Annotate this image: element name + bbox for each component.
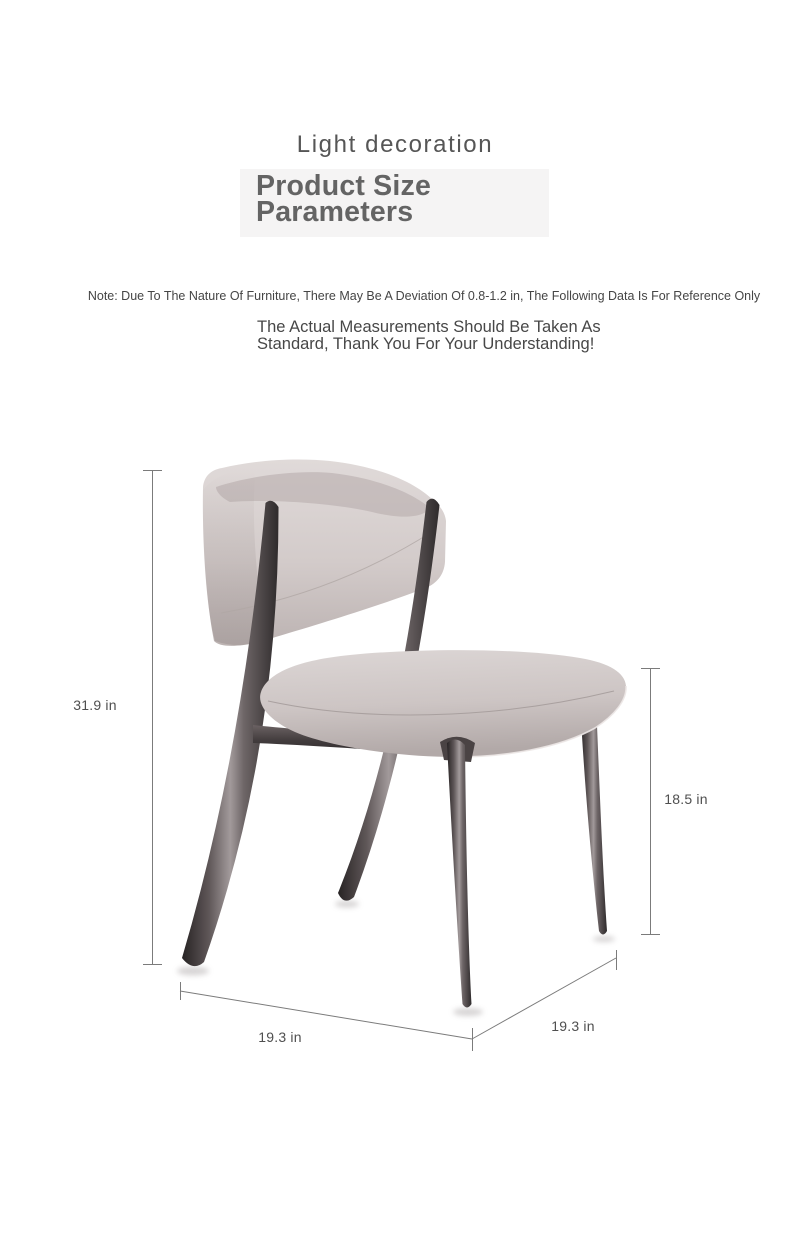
floor-shadows (177, 901, 615, 1017)
overall-height-label: 31.9 in (73, 697, 117, 713)
seat-height-label: 18.5 in (664, 791, 708, 807)
measurement-disclaimer-line1: The Actual Measurements Should Be Taken As (257, 318, 601, 336)
measurement-disclaimer-line2: Standard, Thank You For Your Understanding! (257, 334, 595, 353)
seat-depth-label: 19.3 in (551, 1018, 595, 1034)
page-title: Light decoration (296, 131, 494, 158)
deviation-note: Note: Due To The Nature Of Furniture, There May Be A Deviation Of 0.8-1.2 in, The Following Data Is For Reference Only (87, 289, 761, 303)
chair-front-right-leg (440, 737, 475, 1008)
chair-backrest (203, 459, 446, 645)
section-heading-line2: Parameters (256, 196, 414, 228)
section-heading-line1: Product Size (256, 170, 432, 202)
seat-width-label: 19.3 in (258, 1029, 302, 1045)
